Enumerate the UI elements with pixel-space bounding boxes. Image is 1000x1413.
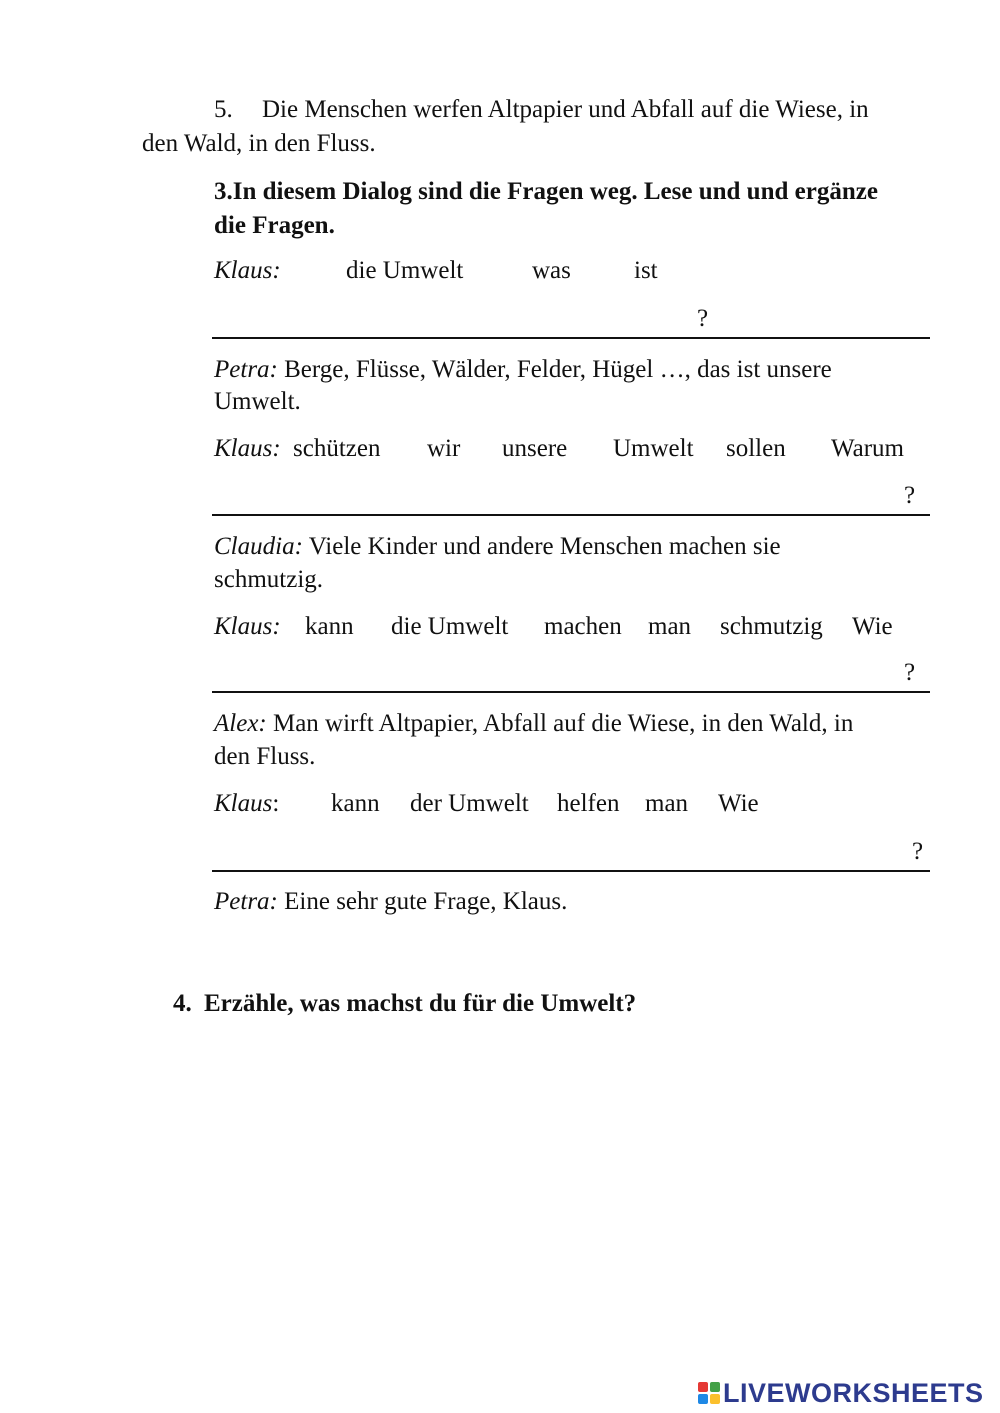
speaker-name: Klaus <box>214 790 273 817</box>
dialog-speaker-klaus-1: Klaus: <box>214 257 281 284</box>
task-3-heading-line-1: 3.In diesem Dialog sind die Fragen weg. Lese und und ergänze <box>214 178 878 205</box>
scrambled-word: unsere <box>502 435 568 462</box>
dialog-speaker-petra-2: Petra: <box>214 888 278 915</box>
scrambled-word: man <box>645 790 689 817</box>
dialog-speaker-claudia: Claudia: <box>214 533 303 560</box>
answer-line-4[interactable] <box>212 870 930 872</box>
scrambled-word: sollen <box>726 435 786 462</box>
logo-square <box>710 1382 720 1392</box>
scrambled-word: man <box>648 613 692 640</box>
scrambled-word: Warum <box>831 435 904 462</box>
scrambled-word: machen <box>544 613 622 640</box>
scrambled-word: ist <box>634 257 658 284</box>
scrambled-word: schützen <box>293 435 381 462</box>
question-mark: ? <box>697 305 709 332</box>
dialog-line-petra-2 <box>214 886 567 919</box>
dialog-line-alex <box>214 708 853 741</box>
dialog-speaker-klaus-3: Klaus: <box>214 613 281 640</box>
task-4-text: Erzähle, was machst du für die Umwelt? <box>204 990 637 1017</box>
dialog-speaker-klaus-2: Klaus: <box>214 435 281 462</box>
speaker-colon: : <box>272 790 280 817</box>
answer-line-1[interactable] <box>212 337 930 339</box>
item-5-line-1: Die Menschen werfen Altpapier und Abfall auf die Wiese, in <box>262 96 869 123</box>
scrambled-word: helfen <box>557 790 620 817</box>
answer-line-2[interactable] <box>212 514 930 516</box>
question-mark: ? <box>904 482 916 509</box>
item-5-line-2: den Wald, in den Fluss. <box>142 130 376 157</box>
scrambled-word: der Umwelt <box>410 790 529 817</box>
question-mark: ? <box>904 659 916 686</box>
dialog-speaker-klaus-4 <box>214 788 279 821</box>
dialog-text: Man wirft Altpapier, Abfall auf die Wiese, in den Wald, in <box>272 710 854 737</box>
question-mark: ? <box>912 838 924 865</box>
item-5-number: 5. <box>214 96 233 123</box>
logo-square <box>698 1382 708 1392</box>
task-4-number: 4. <box>173 990 192 1017</box>
dialog-text: schmutzig. <box>214 566 324 593</box>
brand-text: LIVEWORKSHEETS <box>723 1377 984 1408</box>
logo-square <box>710 1394 720 1404</box>
dialog-speaker-alex: Alex: <box>214 710 267 737</box>
dialog-text: den Fluss. <box>214 743 316 770</box>
dialog-text: Berge, Flüsse, Wälder, Felder, Hügel …, das ist unsere <box>284 356 832 383</box>
scrambled-word: kann <box>305 613 354 640</box>
scrambled-word: die Umwelt <box>346 257 464 284</box>
scrambled-word: Umwelt <box>613 435 694 462</box>
task-3-heading-line-2: die Fragen. <box>214 212 335 239</box>
dialog-line-petra-1 <box>214 354 832 387</box>
logo-mark-icon <box>698 1382 720 1404</box>
scrambled-word: was <box>532 257 571 284</box>
dialog-text: Viele Kinder und andere Menschen machen sie <box>308 533 781 560</box>
answer-line-3[interactable] <box>212 691 930 693</box>
dialog-line-claudia <box>214 531 781 564</box>
dialog-text: Eine sehr gute Frage, Klaus. <box>284 888 568 915</box>
scrambled-word: Wie <box>718 790 759 817</box>
scrambled-word: kann <box>331 790 380 817</box>
logo-square <box>698 1394 708 1404</box>
dialog-text: Umwelt. <box>214 388 301 415</box>
scrambled-word: Wie <box>852 613 893 640</box>
scrambled-word: die Umwelt <box>391 613 509 640</box>
dialog-speaker-petra-1: Petra: <box>214 356 278 383</box>
scrambled-word: schmutzig <box>720 613 823 640</box>
liveworksheets-logo <box>698 1376 984 1410</box>
scrambled-word: wir <box>427 435 461 462</box>
